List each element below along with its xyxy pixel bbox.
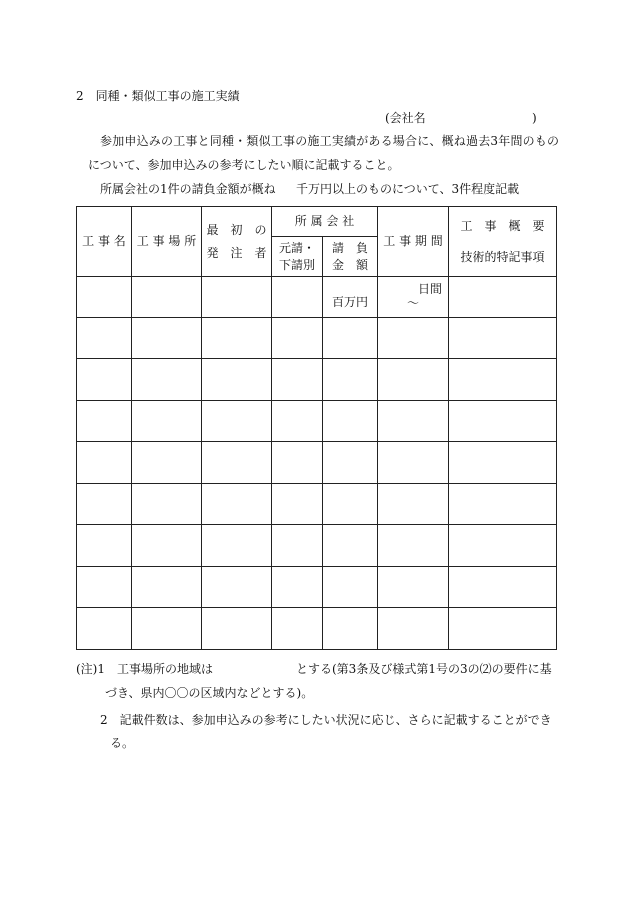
cell[interactable] [77,608,132,650]
cell[interactable] [323,567,378,608]
section-title: 2 同種・類似工事の施工実績 [76,89,240,103]
cell[interactable] [449,401,557,442]
cell[interactable] [202,525,272,567]
cell[interactable] [77,277,132,318]
cell[interactable] [323,608,378,650]
company-name-close: ) [532,111,537,125]
cell[interactable] [449,484,557,525]
cell[interactable] [272,318,323,359]
table-row [77,442,557,484]
cell[interactable] [378,359,449,401]
header-first-orderer: 最 初 の 発 注 者 [202,207,272,277]
cell[interactable] [323,484,378,525]
company-name-label: (会社名 [385,111,426,125]
cell[interactable] [77,567,132,608]
intro-line-1: 参加申込みの工事と同種・類似工事の施工実績がある場合に、概ね過去3年間のもの [100,134,560,148]
table-row [77,401,557,442]
cell[interactable] [378,525,449,567]
cell[interactable] [132,567,202,608]
header-period: 工 事 期 間 [378,207,449,277]
cell[interactable] [132,442,202,484]
cell[interactable] [132,608,202,650]
note-1-prefix: (注)1 工事場所の地域は [76,662,213,676]
table-row [77,277,557,318]
cell[interactable] [323,525,378,567]
header-company: 所 属 会 社 [272,207,378,237]
cell[interactable] [202,442,272,484]
cell[interactable] [202,277,272,318]
note-2-line-2: る。 [110,736,135,750]
cell[interactable] [77,525,132,567]
cell[interactable] [449,277,557,318]
cell[interactable] [378,567,449,608]
cell[interactable] [77,359,132,401]
header-contract-amount: 請 負 金 額 [323,237,378,277]
unit-days: 日間 [418,282,443,296]
criteria-left: 所属会社の1件の請負金額が概ね [100,182,276,196]
intro-line-2: について、参加申込みの参考にしたい順に記載すること。 [88,158,400,172]
table-row [77,359,557,401]
header-project-place: 工 事 場 所 [132,207,202,277]
cell[interactable] [449,608,557,650]
cell[interactable] [132,525,202,567]
cell[interactable] [132,401,202,442]
cell[interactable] [378,442,449,484]
cell[interactable] [202,359,272,401]
table-row [77,484,557,525]
cell[interactable] [323,318,378,359]
cell[interactable] [132,359,202,401]
cell[interactable] [272,484,323,525]
cell[interactable] [272,567,323,608]
cell[interactable] [77,484,132,525]
note-1-line-2: づき、県内〇〇の区域内などとする)。 [105,686,314,700]
cell[interactable] [323,401,378,442]
cell[interactable] [378,318,449,359]
header-project-name: 工 事 名 [77,207,132,277]
unit-million-yen: 百万円 [332,294,369,309]
achievement-table [76,206,557,650]
cell[interactable] [132,318,202,359]
cell[interactable] [449,567,557,608]
table-row [77,318,557,359]
cell[interactable] [272,277,323,318]
cell[interactable] [272,359,323,401]
cell[interactable] [132,484,202,525]
cell[interactable] [272,442,323,484]
cell[interactable] [202,567,272,608]
cell[interactable] [202,608,272,650]
table-row [77,608,557,650]
cell[interactable] [449,359,557,401]
table-row [77,567,557,608]
cell[interactable] [449,525,557,567]
cell[interactable] [378,484,449,525]
period-tilde: ～ [407,296,420,311]
cell[interactable] [378,401,449,442]
cell[interactable] [77,442,132,484]
cell[interactable] [202,484,272,525]
cell[interactable] [77,318,132,359]
cell[interactable] [202,401,272,442]
cell[interactable] [272,525,323,567]
note-1-suffix: とする(第3条及び様式第1号の3の⑵の要件に基 [296,662,552,676]
table-row [77,525,557,567]
cell[interactable] [449,318,557,359]
note-2-line-1: 2 記載件数は、参加申込みの参考にしたい状況に応じ、さらに記載することができ [100,713,552,727]
cell-period[interactable] [378,277,449,318]
criteria-right: 千万円以上のものについて、3件程度記載 [296,182,520,196]
cell[interactable] [132,277,202,318]
cell[interactable] [323,359,378,401]
header-summary: 工 事 概 要 技術的特記事項 [449,207,557,277]
cell[interactable] [272,401,323,442]
cell[interactable] [77,401,132,442]
cell[interactable] [449,442,557,484]
cell[interactable] [202,318,272,359]
header-contract-type: 元請・ 下請別 [272,237,323,277]
cell[interactable] [378,608,449,650]
cell[interactable] [272,608,323,650]
cell-amount[interactable] [323,277,378,318]
cell[interactable] [323,442,378,484]
